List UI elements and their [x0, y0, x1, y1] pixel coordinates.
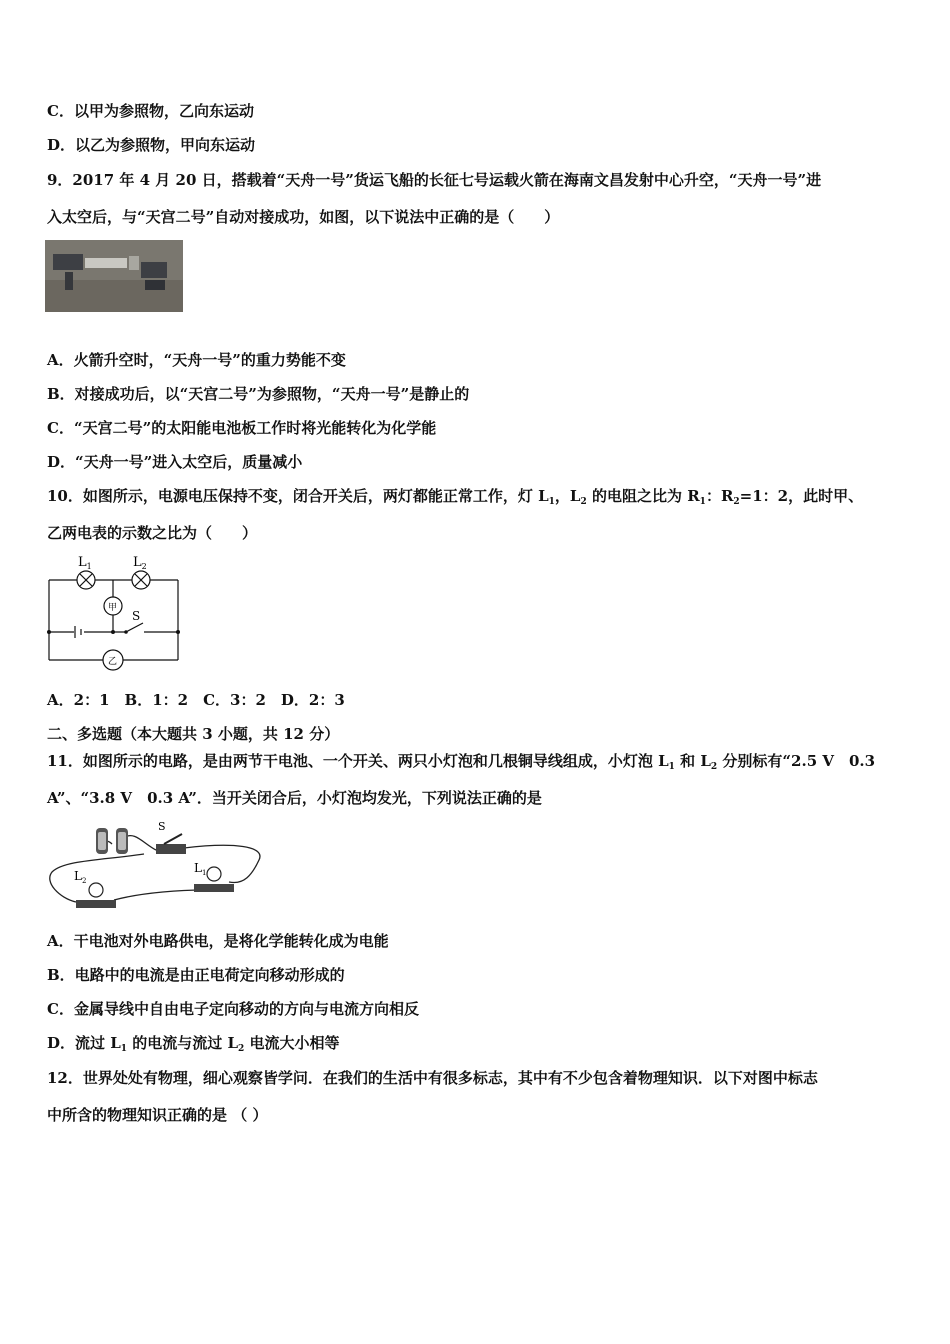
- q10-meter-jia-label: 甲: [108, 603, 118, 613]
- q11-lamp-l1-label: $L_1$: [194, 861, 207, 877]
- space-station-photo: [45, 240, 183, 312]
- q11-circuit-photo: [44, 820, 269, 915]
- q9-stem-line2: 入太空后，与“天宫二号”自动对接成功，如图，以下说法中正确的是（ ）: [47, 208, 560, 226]
- q11-option-b: B．电路中的电流是由正电荷定向移动形成的: [47, 966, 345, 984]
- q11-lamp-l2-label: $L_2$: [74, 869, 87, 885]
- q9-option-b: B．对接成功后，以“天宫二号”为参照物，“天舟一号”是静止的: [47, 385, 470, 403]
- q11-stem-line2: A”、“3.8 V 0.3 A”．当开关闭合后，小灯泡均发光，下列说法正确的是: [47, 789, 542, 807]
- q8-option-d: D．以乙为参照物，甲向东运动: [47, 136, 256, 154]
- q10-switch-label: S: [132, 609, 141, 623]
- q10-stem-line2: 乙两电表的示数之比为（ ）: [47, 524, 258, 542]
- q10-circuit-diagram: [44, 553, 184, 671]
- q9-option-c: C．“天宫二号”的太阳能电池板工作时将光能转化为化学能: [47, 419, 437, 437]
- q9-option-d: D．“天舟一号”进入太空后，质量减小: [47, 453, 303, 471]
- q10-stem-line1: 10．如图所示，电源电压保持不变，闭合开关后，两灯都能正常工作，灯 $L_1$，$L_2$ 的电阻之比为 $R_1$：$R_2=1$：2，此时甲、: [47, 487, 864, 507]
- q10-options: A．2：1 B．1：2 C．3：2 D．2：3: [47, 691, 345, 709]
- q11-option-c: C．金属导线中自由电子定向移动的方向与电流方向相反: [47, 1000, 419, 1018]
- q10-lamp-l2-label: $L_2$: [133, 555, 147, 571]
- q8-option-c: C．以甲为参照物，乙向东运动: [47, 102, 254, 120]
- q11-switch-label: S: [158, 820, 166, 833]
- q11-option-a: A．干电池对外电路供电，是将化学能转化成为电能: [47, 932, 389, 950]
- q10-lamp-l1-label: $L_1$: [78, 555, 92, 571]
- q11-stem-line1: 11．如图所示的电路，是由两节干电池、一个开关、两只小灯泡和几根铜导线组成，小灯泡 $L_1$ 和 $L_2$ 分别标有“2.5 V 0.3: [47, 752, 876, 772]
- q12-stem-line2: 中所含的物理知识正确的是 （ ）: [47, 1106, 268, 1124]
- q9-option-a: A．火箭升空时，“天舟一号”的重力势能不变: [47, 351, 346, 369]
- q10-meter-yi-label: 乙: [108, 657, 118, 667]
- q12-stem-line1: 12．世界处处有物理，细心观察皆学问．在我们的生活中有很多标志，其中有不少包含着物理知识．以下对图中标志: [47, 1069, 818, 1087]
- section-title-multiple-choice: 二、多选题（本大题共 3 小题，共 12 分）: [47, 725, 340, 743]
- q11-option-d: D．流过 $L_1$ 的电流与流过 $L_2$ 电流大小相等: [47, 1034, 340, 1054]
- q9-stem-line1: 9．2017 年 4 月 20 日，搭载着“天舟一号”货运飞船的长征七号运载火箭在海南文昌发射中心升空，“天舟一号”进: [47, 171, 822, 189]
- space-station-illustration: [45, 240, 183, 312]
